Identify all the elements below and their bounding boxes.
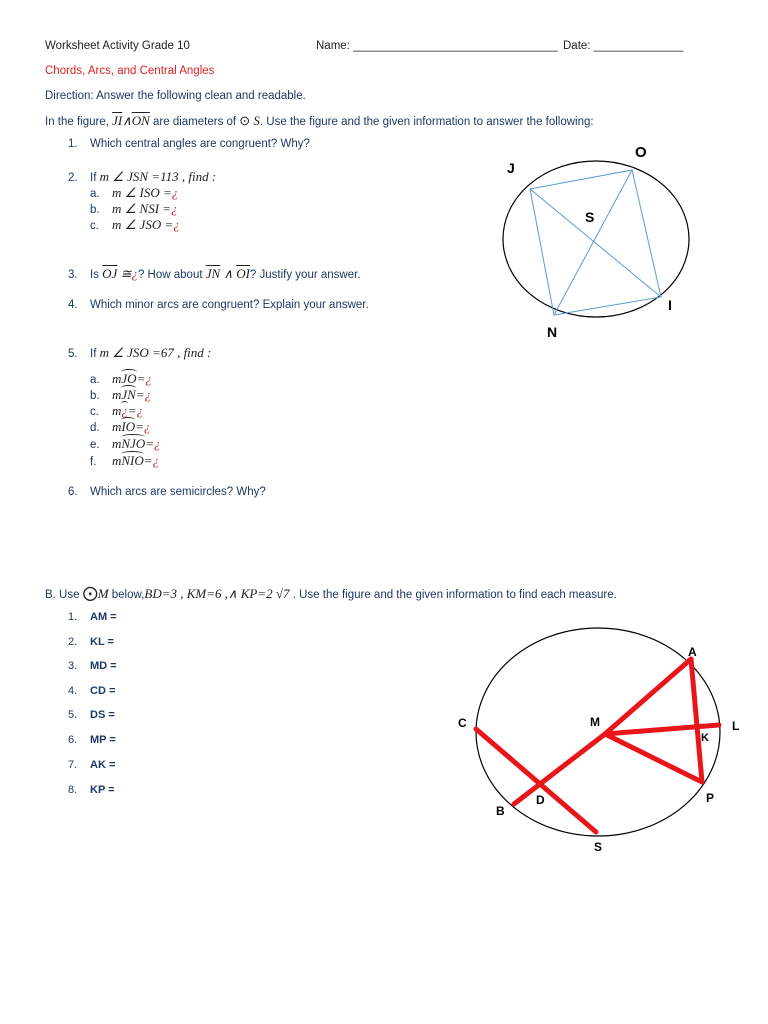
name-field[interactable]: Name: ________________________________ xyxy=(316,40,558,52)
diameter-on xyxy=(554,170,632,315)
label-l: L xyxy=(732,719,740,733)
direction-text: Direction: Answer the following clean and readable. xyxy=(45,90,306,102)
label-k: K xyxy=(701,732,709,744)
q2-item-c: c. m ∠ JSO =¿ xyxy=(90,217,180,232)
partB-item-4: 4. CD = xyxy=(68,685,116,697)
circle-s-figure xyxy=(490,135,710,350)
partB-item-6: 6. MP = xyxy=(68,734,116,746)
q2-item-b: b. m ∠ NSI =¿ xyxy=(90,201,178,216)
label-a: A xyxy=(688,645,697,659)
label-p: P xyxy=(706,791,715,805)
intro-line: In the figure, $\overline{JI}\wedge\overline{ON}$ are diameters of ⊙ S. Use the figure and the given information to answer the following: xyxy=(45,113,594,128)
circle-m-figure xyxy=(450,620,760,865)
question-5: 5. If m ∠ JSO =67 , find : xyxy=(68,345,212,360)
q5-item-f: f. mNIO=¿ xyxy=(90,453,160,468)
q5-item-d: d. mIO=¿ xyxy=(90,419,151,434)
label-n: N xyxy=(547,324,558,340)
q5-item-e: e. mNJO=¿ xyxy=(90,436,161,451)
q5-item-b: b. mJN=¿ xyxy=(90,387,152,402)
chord-cs xyxy=(476,729,596,832)
label-s: S xyxy=(585,209,595,225)
partB-item-7: 7. AK = xyxy=(68,759,116,771)
label-c: C xyxy=(458,716,467,730)
partB-intro: B. Use ⨀M below,BD=3 , KM=6 ,∧ KP=2 √7 . Use the figure and the given information to find each measure. xyxy=(45,586,617,602)
partB-item-5: 5. DS = xyxy=(68,709,115,721)
diameter-ji xyxy=(530,189,661,297)
label-d: D xyxy=(536,793,545,807)
partB-item-1: 1. AM = xyxy=(68,611,117,623)
segment-ma xyxy=(605,659,691,734)
q2-item-a: a. m ∠ ISO =¿ xyxy=(90,185,179,200)
partB-item-3: 3. MD = xyxy=(68,660,117,672)
label-b: B xyxy=(496,804,505,818)
segment-mp xyxy=(605,734,702,782)
q5-item-c: c. m¿=¿ xyxy=(90,403,144,418)
label-s2: S xyxy=(594,840,603,854)
label-m: M xyxy=(590,715,600,729)
date-field[interactable]: Date: ______________ xyxy=(563,40,684,52)
question-4: 4. Which minor arcs are congruent? Explain your answer. xyxy=(68,299,369,311)
label-o: O xyxy=(635,144,647,161)
q5-item-a: a. mJO=¿ xyxy=(90,371,152,386)
label-j: J xyxy=(507,160,515,176)
question-2: 2. If m ∠ JSN =113 , find : xyxy=(68,169,217,184)
worksheet-title: Worksheet Activity Grade 10 xyxy=(45,40,190,52)
chord-ap xyxy=(691,659,702,782)
question-3: 3. Is $\overline{OJ}$ ≅¿? How about $\overline{JN}$ ∧ $\overline{OI}$? Justify your answer. xyxy=(68,266,361,281)
partB-item-2: 2. KL = xyxy=(68,636,114,648)
circle-s xyxy=(503,161,689,317)
label-i: I xyxy=(668,297,672,313)
segment-bm xyxy=(514,734,605,804)
topic-heading: Chords, Arcs, and Central Angles xyxy=(45,65,215,77)
partB-item-8: 8. KP = xyxy=(68,784,115,796)
question-1: 1. Which central angles are congruent? Why? xyxy=(68,138,310,150)
question-6: 6. Which arcs are semicircles? Why? xyxy=(68,486,266,498)
